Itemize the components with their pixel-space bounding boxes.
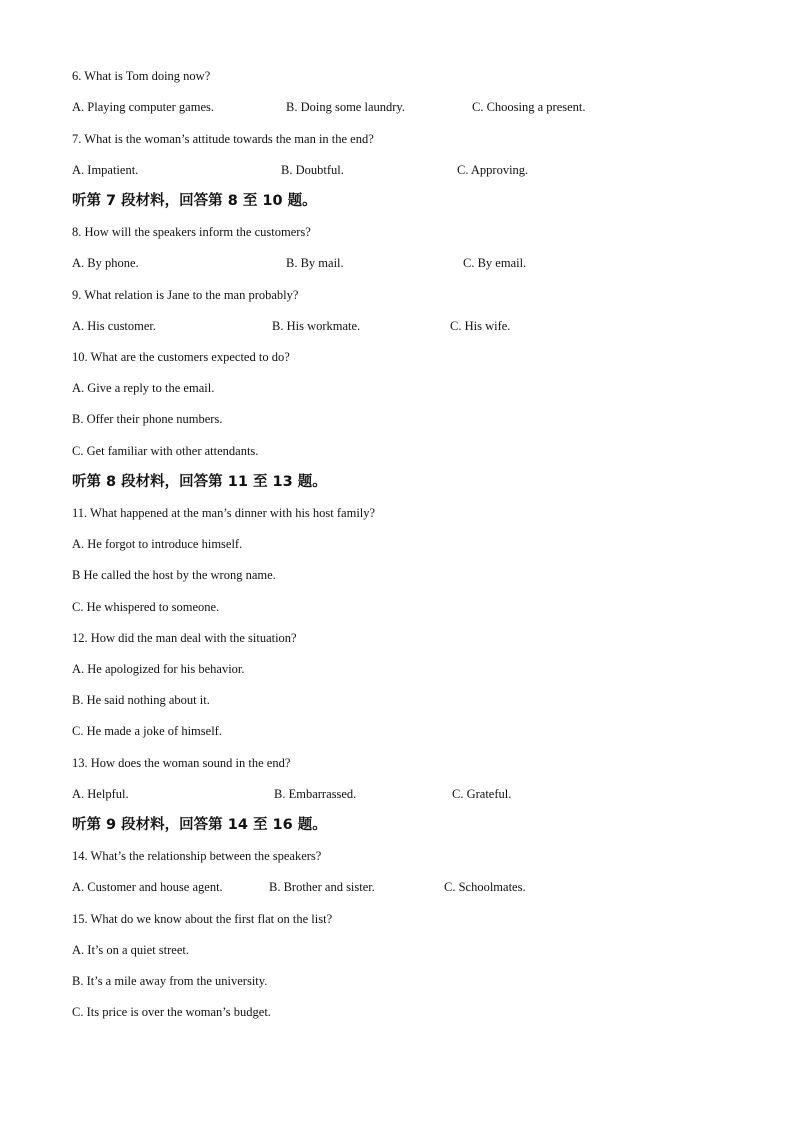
q12-option-b: B. He said nothing about it. (72, 693, 210, 707)
question-10: 10. What are the customers expected to do? (72, 350, 290, 364)
q13-option-c: C. Grateful. (452, 787, 512, 801)
q12-option-a: A. He apologized for his behavior. (72, 662, 245, 676)
question-8: 8. How will the speakers inform the customers? (72, 225, 311, 239)
q14-option-c: C. Schoolmates. (444, 880, 526, 894)
q14-option-a: A. Customer and house agent. (72, 880, 223, 894)
section-heading-9: 听第 9 段材料，回答第 14 至 16 题。 (72, 817, 327, 833)
q10-option-c: C. Get familiar with other attendants. (72, 444, 259, 458)
q13-option-a: A. Helpful. (72, 787, 129, 801)
q11-option-c: C. He whispered to someone. (72, 600, 220, 614)
q15-option-a: A. It’s on a quiet street. (72, 943, 189, 957)
q7-option-c: C. Approving. (457, 163, 529, 177)
question-9: 9. What relation is Jane to the man probably? (72, 288, 299, 302)
q15-option-b: B. It’s a mile away from the university. (72, 974, 268, 988)
question-15: 15. What do we know about the first flat on the list? (72, 912, 333, 926)
q6-option-b: B. Doing some laundry. (286, 100, 405, 114)
question-6: 6. What is Tom doing now? (72, 69, 211, 83)
question-12: 12. How did the man deal with the situation? (72, 631, 297, 645)
q6-option-a: A. Playing computer games. (72, 100, 214, 114)
q10-option-a: A. Give a reply to the email. (72, 381, 215, 395)
question-13: 13. How does the woman sound in the end? (72, 756, 291, 770)
q14-option-b: B. Brother and sister. (269, 880, 375, 894)
q11-option-a: A. He forgot to introduce himself. (72, 537, 243, 551)
q9-option-c: C. His wife. (450, 319, 511, 333)
q13-option-b: B. Embarrassed. (274, 787, 357, 801)
section-heading-8: 听第 8 段材料，回答第 11 至 13 题。 (72, 474, 327, 490)
q9-option-b: B. His workmate. (272, 319, 361, 333)
q11-option-b: B He called the host by the wrong name. (72, 568, 276, 582)
q8-option-c: C. By email. (463, 256, 527, 270)
question-11: 11. What happened at the man’s dinner with his host family? (72, 506, 376, 520)
q12-option-c: C. He made a joke of himself. (72, 724, 222, 738)
q15-option-c: C. Its price is over the woman’s budget. (72, 1005, 271, 1019)
q7-option-a: A. Impatient. (72, 163, 139, 177)
q7-option-b: B. Doubtful. (281, 163, 344, 177)
q8-option-b: B. By mail. (286, 256, 344, 270)
q10-option-b: B. Offer their phone numbers. (72, 412, 223, 426)
q8-option-a: A. By phone. (72, 256, 139, 270)
q9-option-a: A. His customer. (72, 319, 157, 333)
q6-option-c: C. Choosing a present. (472, 100, 586, 114)
question-7: 7. What is the woman’s attitude towards the man in the end? (72, 132, 374, 146)
section-heading-7: 听第 7 段材料，回答第 8 至 10 题。 (72, 193, 317, 209)
question-14: 14. What’s the relationship between the speakers? (72, 849, 322, 863)
